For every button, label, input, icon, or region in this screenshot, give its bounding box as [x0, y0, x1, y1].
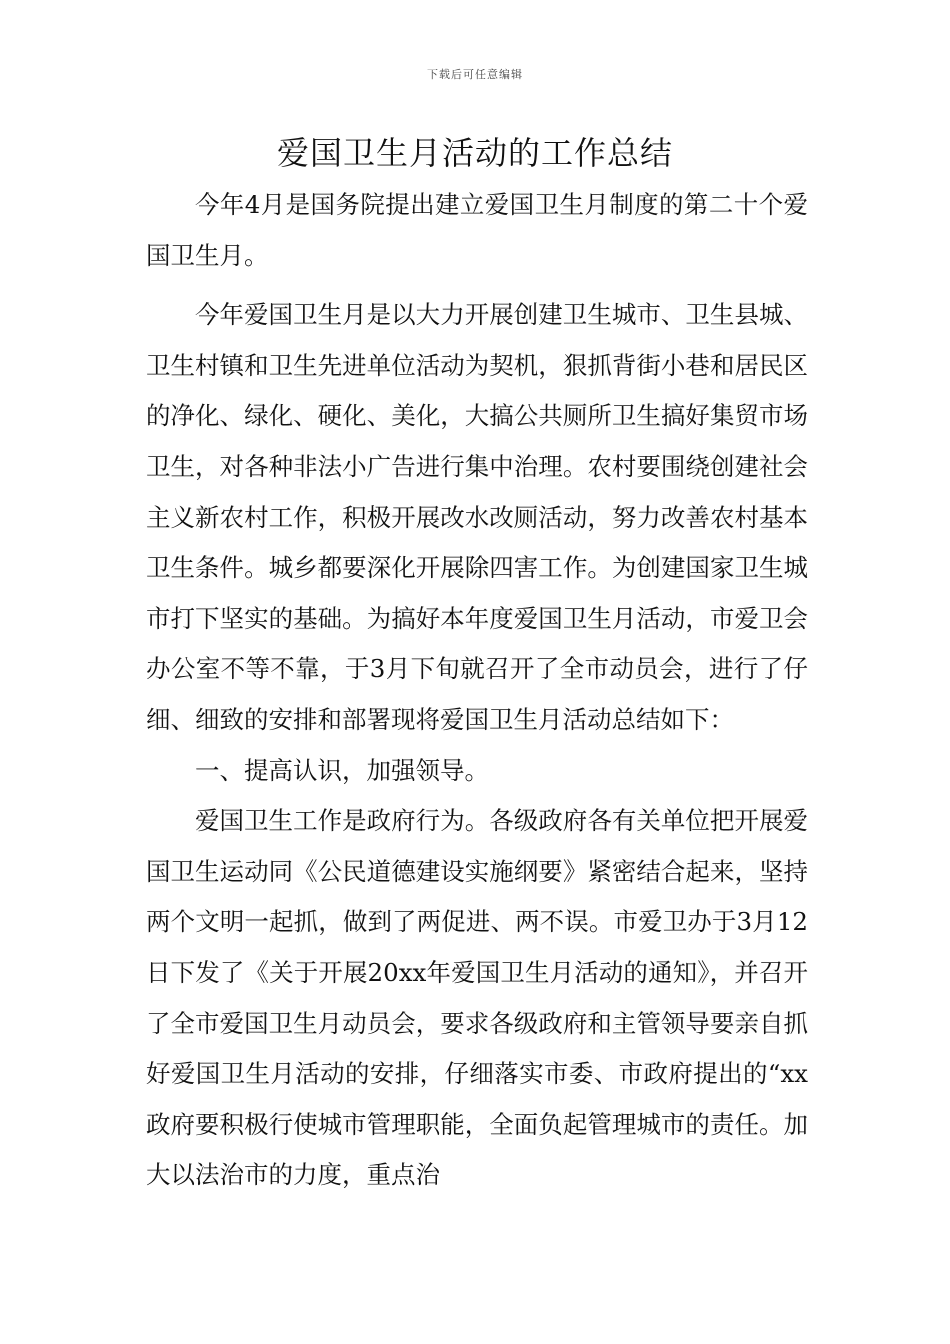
paragraph-intro: 今年4月是国务院提出建立爱国卫生月制度的第二十个爱国卫生月。: [146, 190, 808, 270]
paragraph-section-one: 爱国卫生工作是政府行为。各级政府各有关单位把开展爱国卫生运动同《公民道德建设实施纲要》紧密结合起来，坚持两个文明一起抓，做到了两促进、两不误。市爱卫办于3月12日下发了《关于开展20xx年爱国卫生月活动的通知》，并召开了全市爱国卫生月动员会，要求各级政府和主管领导要亲自抓好爱国卫生月活动的安排，仔细落实市委、市政府提出的“xx政府要积极行使城市管理职能，全面负起管理城市的责任。加大以法治市的力度，重点治: [146, 806, 808, 1190]
section-heading: 一、提高认识，加强领导。: [195, 755, 489, 785]
paragraph-overview: 今年爱国卫生月是以大力开展创建卫生城市、卫生县城、卫生村镇和卫生先进单位活动为契机，狠抓背街小巷和居民区的净化、绿化、硬化、美化，大搞公共厕所卫生搞好集贸市场卫生，对各种非法小广告进行集中治理。农村要围绕创建社会主义新农村工作，积极开展改水改厕活动，努力改善农村基本卫生条件。城乡都要深化开展除四害工作。为创建国家卫生城市打下坚实的基础。为搞好本年度爱国卫生月活动，市爱卫会办公室不等不靠，于3月下旬就召开了全市动员会，进行了仔细、细致的安排和部署现将爱国卫生月活动总结如下：: [146, 300, 808, 734]
document-body: [146, 180, 808, 1201]
header-note: 下载后可任意编辑: [427, 68, 523, 81]
document-title: 爱国卫生月活动的工作总结: [276, 134, 673, 172]
